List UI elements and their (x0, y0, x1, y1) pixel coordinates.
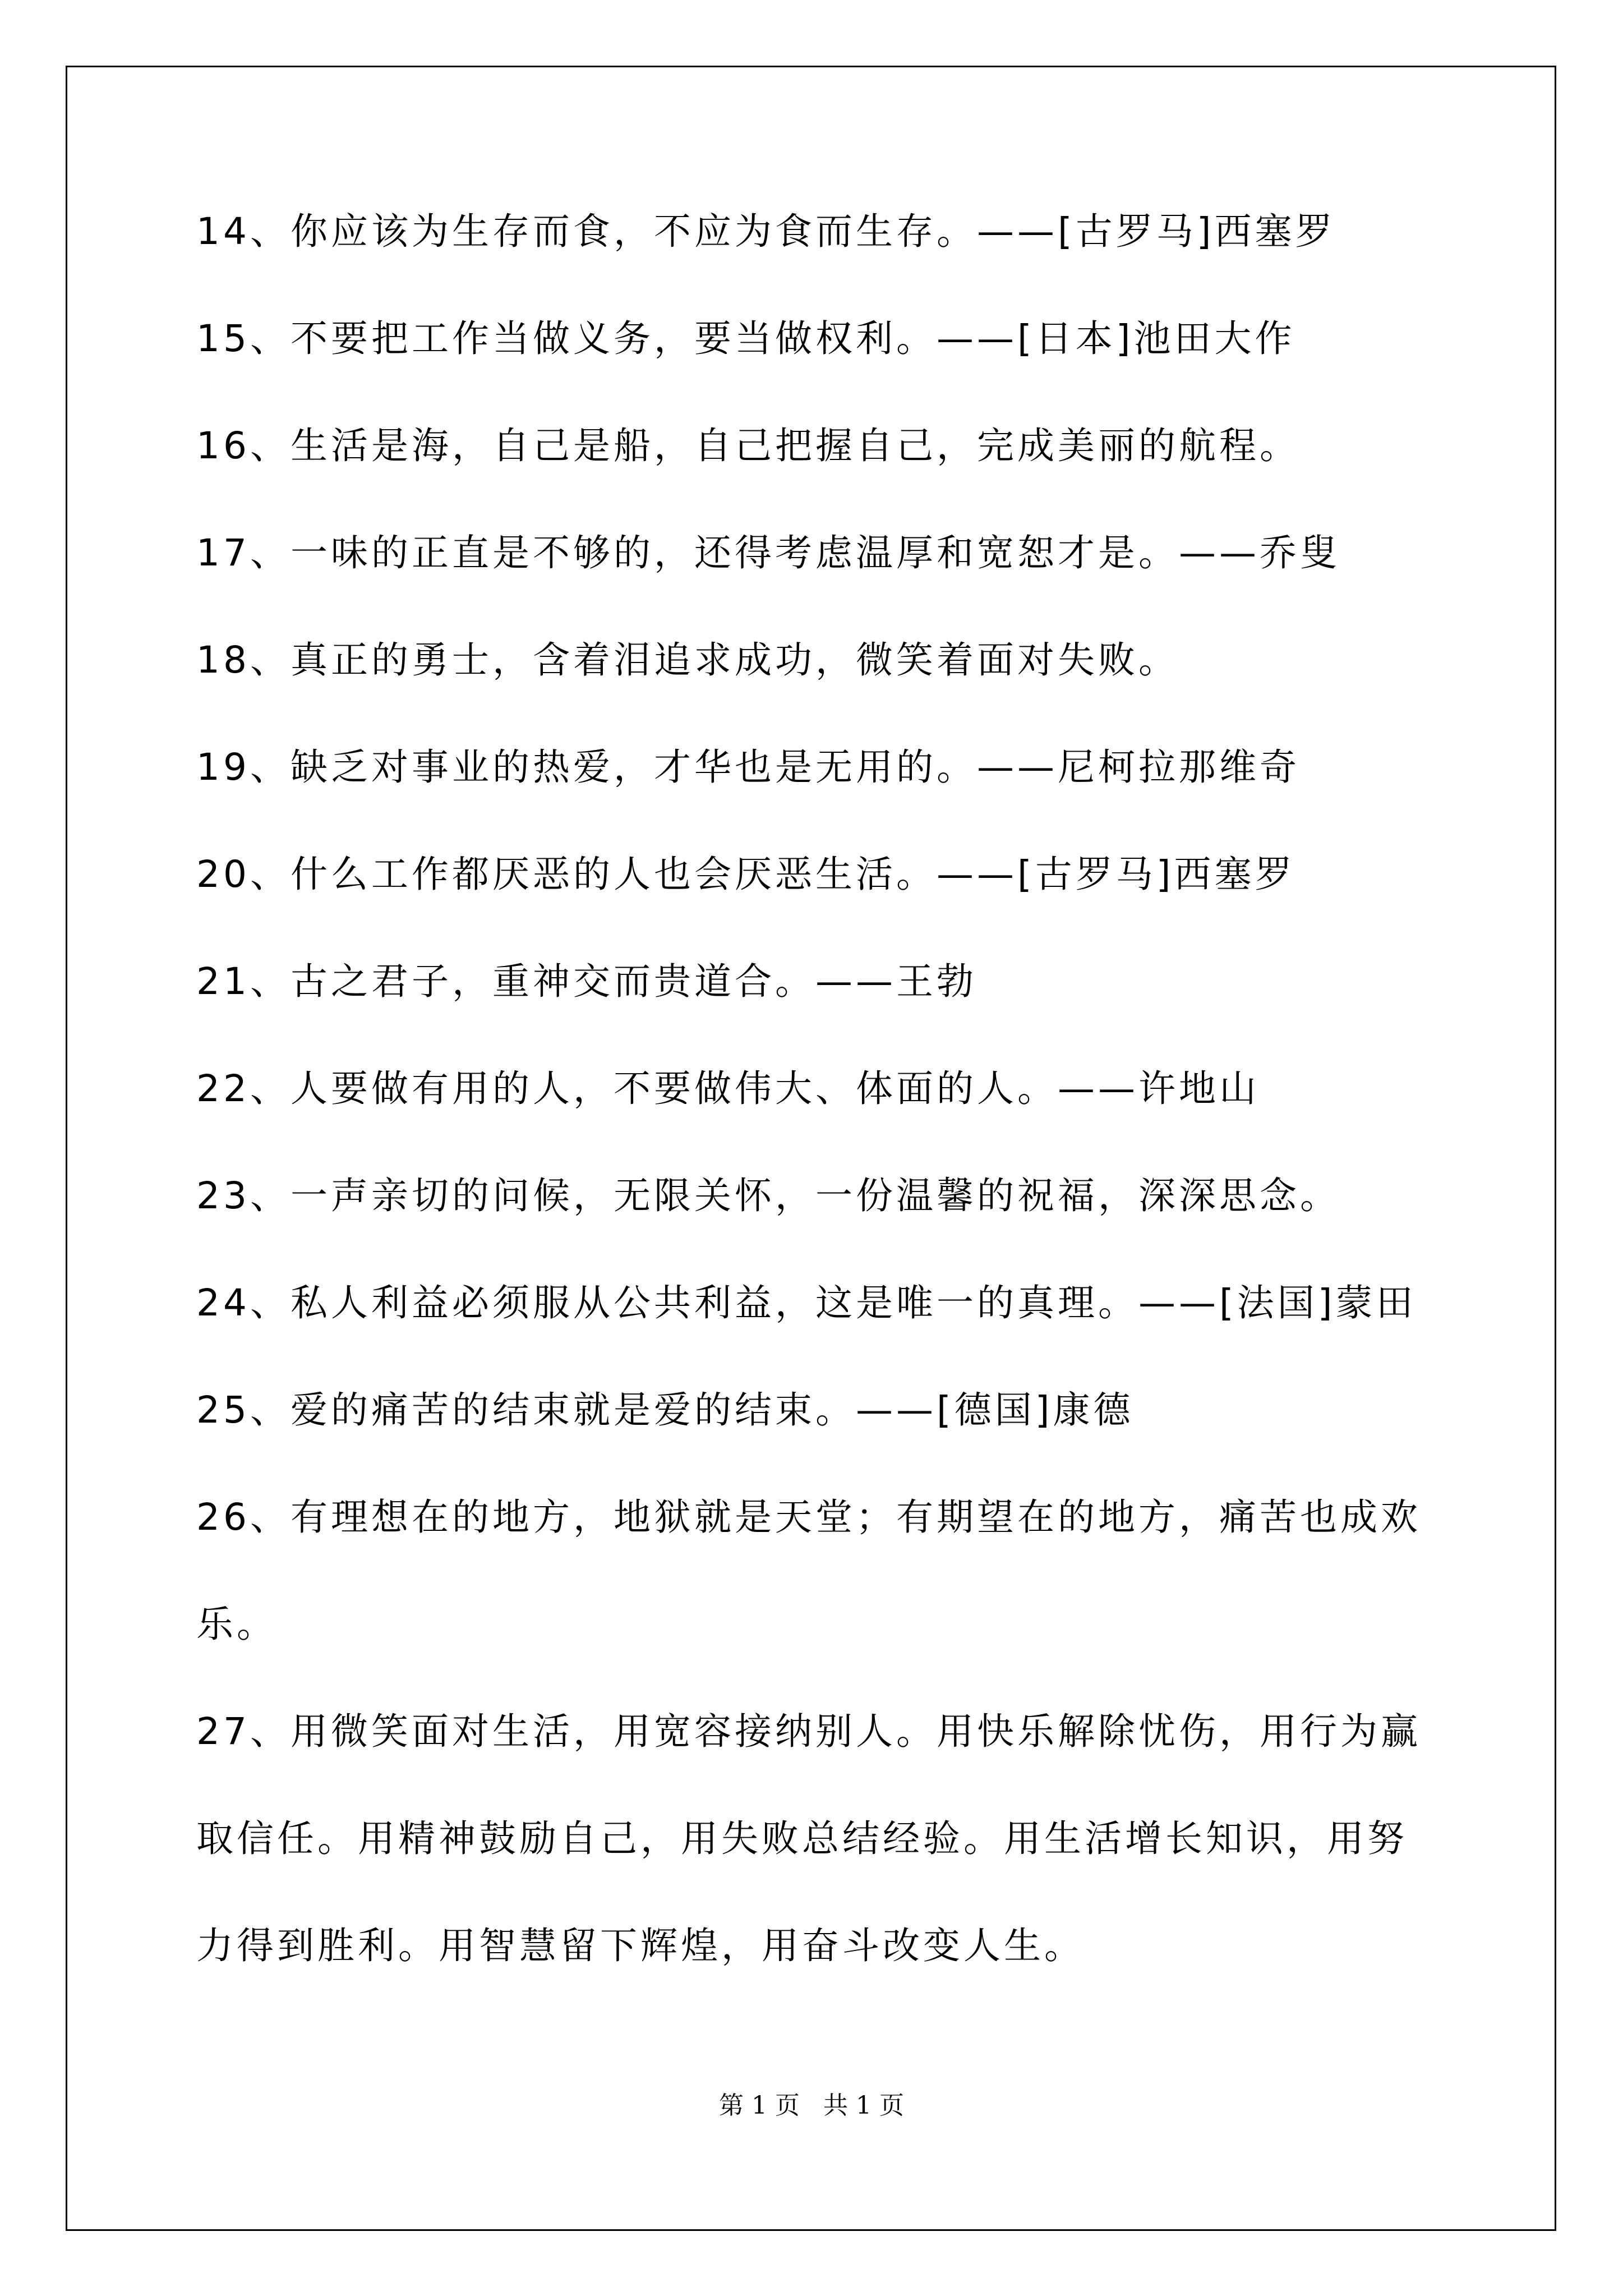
text-line: 27、用微笑面对生活，用宽容接纳别人。用快乐解除忧伤，用行为赢 (196, 1710, 1421, 1753)
text-line: 26、有理想在的地方，地狱就是天堂；有期望在的地方，痛苦也成欢 (196, 1496, 1421, 1539)
text-line: 14、你应该为生存而食，不应为食而生存。——[古罗马]西塞罗 (196, 210, 1336, 253)
text-line: 乐。 (196, 1603, 277, 1646)
text-line: 16、生活是海，自己是船，自己把握自己，完成美丽的航程。 (196, 424, 1300, 467)
text-line: 24、私人利益必须服从公共利益，这是唯一的真理。——[法国]蒙田 (196, 1281, 1417, 1324)
text-line: 20、什么工作都厌恶的人也会厌恶生活。——[古罗马]西塞罗 (196, 853, 1295, 896)
text-line: 19、缺乏对事业的热爱，才华也是无用的。——尼柯拉那维奇 (196, 746, 1300, 789)
text-line: 15、不要把工作当做义务，要当做权利。——[日本]池田大作 (196, 317, 1295, 360)
text-line: 18、真正的勇士，含着泪追求成功，微笑着面对失败。 (196, 638, 1179, 682)
text-line: 力得到胜利。用智慧留下辉煌，用奋斗改变人生。 (196, 1924, 1085, 1967)
text-line: 22、人要做有用的人，不要做伟大、体面的人。——许地山 (196, 1067, 1260, 1110)
text-line: 21、古之君子，重神交而贵道合。——王勃 (196, 960, 977, 1003)
page-footer: 第 1 页 共 1 页 (719, 2091, 904, 2120)
text-line: 17、一味的正直是不够的，还得考虑温厚和宽恕才是。——乔叟 (196, 531, 1340, 574)
text-line: 23、一声亲切的问候，无限关怀，一份温馨的祝福，深深思念。 (196, 1174, 1340, 1217)
document-body (196, 210, 1430, 2035)
text-line: 25、爱的痛苦的结束就是爱的结束。——[德国]康德 (196, 1388, 1134, 1432)
text-line: 取信任。用精神鼓励自己，用失败总结经验。用生活增长知识，用努 (196, 1817, 1408, 1860)
